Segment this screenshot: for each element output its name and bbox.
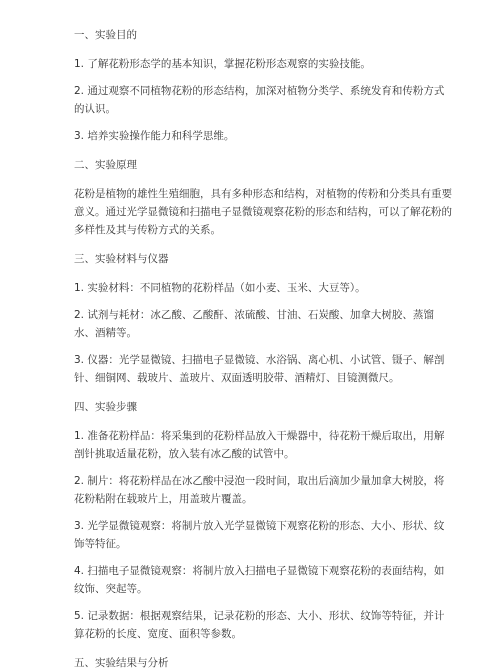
objective-item-1: 1. 了解花粉形态学的基本知识，掌握花粉形态观察的实验技能。 <box>74 58 371 70</box>
procedure-step-5: 5. 记录数据：根据观察结果，记录花粉的形态、大小、形状、纹饰等特征，并计算花粉的长度、宽度、面积等参数。 <box>74 610 445 640</box>
section-heading-principle: 二、实验原理 <box>74 159 137 171</box>
procedure-step-4: 4. 扫描电子显微镜观察：将制片放入扫描电子显微镜下观察花粉的表面结构，如纹饰、突起等。 <box>74 565 445 595</box>
objective-item-3: 3. 培养实验操作能力和科学思维。 <box>74 130 235 142</box>
materials-item-2: 2. 试剂与耗材：冰乙酸、乙酸酐、浓硫酸、甘油、石炭酸、加拿大树胶、蒸馏水、酒精等。 <box>74 309 434 339</box>
section-heading-results: 五、实验结果与分析 <box>74 657 169 669</box>
materials-item-3: 3. 仪器：光学显微镜、扫描电子显微镜、水浴锅、离心机、小试管、镊子、解剖针、细铜网、载玻片、盖玻片、双面透明胶带、酒精灯、目镜测微尺。 <box>74 354 445 384</box>
principle-paragraph: 花粉是植物的雄性生殖细胞，具有多种形态和结构，对植物的传粉和分类具有重要意义。通过光学显微镜和扫描电子显微镜观察花粉的形态和结构，可以了解花粉的多样性及其与传粉方式的关系。 <box>74 188 452 236</box>
materials-item-1: 1. 实验材料：不同植物的花粉样品（如小麦、玉米、大豆等）。 <box>74 282 366 294</box>
procedure-step-1: 1. 准备花粉样品：将采集到的花粉样品放入干燥器中，待花粉干燥后取出，用解剖针挑取适量花粉，放入装有冰乙酸的试管中。 <box>74 430 445 460</box>
section-heading-objectives: 一、实验目的 <box>74 29 137 41</box>
procedure-step-3: 3. 光学显微镜观察：将制片放入光学显微镜下观察花粉的形态、大小、形状、纹饰等特征。 <box>74 520 445 550</box>
section-heading-materials: 三、实验材料与仪器 <box>74 253 169 265</box>
procedure-step-2: 2. 制片：将花粉样品在冰乙酸中浸泡一段时间，取出后滴加少量加拿大树胶，将花粉粘附在载玻片上，用盖玻片覆盖。 <box>74 475 445 505</box>
section-heading-procedure: 四、实验步骤 <box>74 401 137 413</box>
objective-item-2: 2. 通过观察不同植物花粉的形态结构，加深对植物分类学、系统发育和传粉方式的认识。 <box>74 85 445 115</box>
